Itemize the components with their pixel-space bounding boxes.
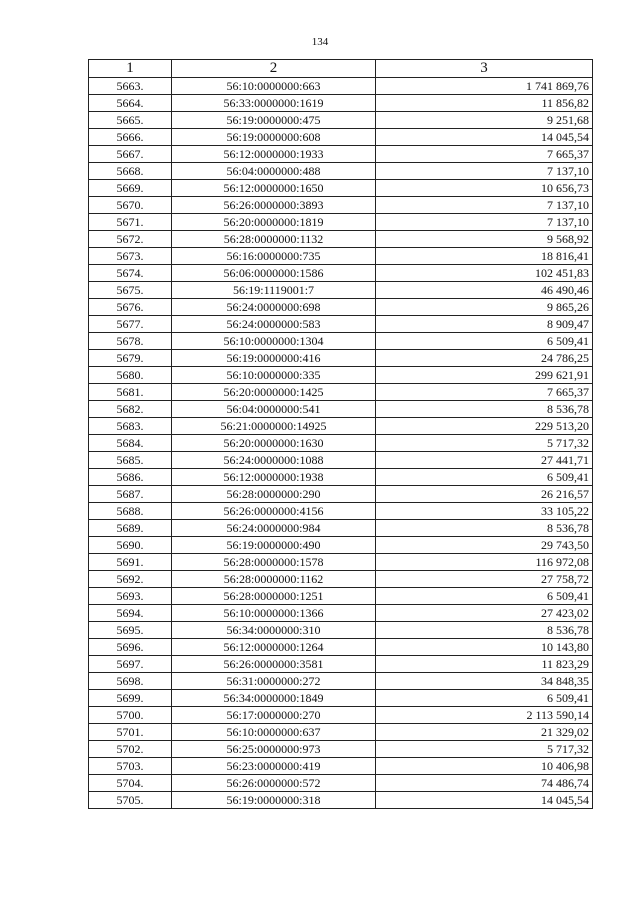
cadastral-number-cell: 56:12:0000000:1650 bbox=[172, 180, 376, 197]
amount-cell: 102 451,83 bbox=[376, 265, 593, 282]
row-number-cell: 5703. bbox=[89, 758, 172, 775]
cadastral-number-cell: 56:26:0000000:3893 bbox=[172, 197, 376, 214]
table-body bbox=[89, 78, 593, 809]
cadastral-number-cell: 56:28:0000000:1162 bbox=[172, 571, 376, 588]
table-row bbox=[89, 180, 593, 197]
table-row bbox=[89, 605, 593, 622]
row-number-cell: 5676. bbox=[89, 299, 172, 316]
cadastral-number-cell: 56:24:0000000:1088 bbox=[172, 452, 376, 469]
table-row bbox=[89, 299, 593, 316]
amount-cell: 27 758,72 bbox=[376, 571, 593, 588]
row-number-cell: 5705. bbox=[89, 792, 172, 809]
table-row bbox=[89, 724, 593, 741]
table-row bbox=[89, 775, 593, 792]
row-number-cell: 5686. bbox=[89, 469, 172, 486]
table-row bbox=[89, 435, 593, 452]
table-row bbox=[89, 197, 593, 214]
row-number-cell: 5699. bbox=[89, 690, 172, 707]
cadastral-number-cell: 56:34:0000000:310 bbox=[172, 622, 376, 639]
row-number-cell: 5677. bbox=[89, 316, 172, 333]
table-row bbox=[89, 571, 593, 588]
table-row bbox=[89, 673, 593, 690]
row-number-cell: 5693. bbox=[89, 588, 172, 605]
table-row bbox=[89, 316, 593, 333]
row-number-cell: 5691. bbox=[89, 554, 172, 571]
row-number-cell: 5674. bbox=[89, 265, 172, 282]
amount-cell: 9 568,92 bbox=[376, 231, 593, 248]
row-number-cell: 5701. bbox=[89, 724, 172, 741]
cadastral-number-cell: 56:33:0000000:1619 bbox=[172, 95, 376, 112]
row-number-cell: 5678. bbox=[89, 333, 172, 350]
table-row bbox=[89, 248, 593, 265]
amount-cell: 24 786,25 bbox=[376, 350, 593, 367]
amount-cell: 8 536,78 bbox=[376, 622, 593, 639]
cadastral-number-cell: 56:10:0000000:663 bbox=[172, 78, 376, 95]
row-number-cell: 5665. bbox=[89, 112, 172, 129]
amount-cell: 2 113 590,14 bbox=[376, 707, 593, 724]
amount-cell: 229 513,20 bbox=[376, 418, 593, 435]
table-row bbox=[89, 656, 593, 673]
cadastral-number-cell: 56:31:0000000:272 bbox=[172, 673, 376, 690]
cadastral-number-cell: 56:19:0000000:490 bbox=[172, 537, 376, 554]
row-number-cell: 5702. bbox=[89, 741, 172, 758]
amount-cell: 1 741 869,76 bbox=[376, 78, 593, 95]
row-number-cell: 5687. bbox=[89, 486, 172, 503]
amount-cell: 26 216,57 bbox=[376, 486, 593, 503]
table-row bbox=[89, 350, 593, 367]
amount-cell: 8 909,47 bbox=[376, 316, 593, 333]
table-row bbox=[89, 367, 593, 384]
table-row bbox=[89, 333, 593, 350]
amount-cell: 27 423,02 bbox=[376, 605, 593, 622]
cadastral-number-cell: 56:23:0000000:419 bbox=[172, 758, 376, 775]
amount-cell: 5 717,32 bbox=[376, 435, 593, 452]
table-row bbox=[89, 214, 593, 231]
table-row bbox=[89, 146, 593, 163]
row-number-cell: 5669. bbox=[89, 180, 172, 197]
table-row bbox=[89, 792, 593, 809]
table-row bbox=[89, 554, 593, 571]
cadastral-number-cell: 56:10:0000000:1304 bbox=[172, 333, 376, 350]
cadastral-number-cell: 56:12:0000000:1938 bbox=[172, 469, 376, 486]
amount-cell: 8 536,78 bbox=[376, 520, 593, 537]
cadastral-number-cell: 56:24:0000000:698 bbox=[172, 299, 376, 316]
row-number-cell: 5682. bbox=[89, 401, 172, 418]
row-number-cell: 5663. bbox=[89, 78, 172, 95]
cadastral-number-cell: 56:04:0000000:541 bbox=[172, 401, 376, 418]
amount-cell: 7 665,37 bbox=[376, 384, 593, 401]
amount-cell: 6 509,41 bbox=[376, 588, 593, 605]
table-row bbox=[89, 401, 593, 418]
amount-cell: 18 816,41 bbox=[376, 248, 593, 265]
row-number-cell: 5689. bbox=[89, 520, 172, 537]
table-row bbox=[89, 265, 593, 282]
cadastral-number-cell: 56:34:0000000:1849 bbox=[172, 690, 376, 707]
row-number-cell: 5697. bbox=[89, 656, 172, 673]
column-header-3: 3 bbox=[376, 60, 593, 78]
row-number-cell: 5685. bbox=[89, 452, 172, 469]
row-number-cell: 5673. bbox=[89, 248, 172, 265]
cadastral-number-cell: 56:26:0000000:572 bbox=[172, 775, 376, 792]
table-row bbox=[89, 707, 593, 724]
amount-cell: 46 490,46 bbox=[376, 282, 593, 299]
table-row bbox=[89, 95, 593, 112]
cadastral-number-cell: 56:24:0000000:984 bbox=[172, 520, 376, 537]
row-number-cell: 5695. bbox=[89, 622, 172, 639]
row-number-cell: 5681. bbox=[89, 384, 172, 401]
amount-cell: 6 509,41 bbox=[376, 690, 593, 707]
registry-table bbox=[88, 59, 593, 809]
cadastral-number-cell: 56:21:0000000:14925 bbox=[172, 418, 376, 435]
cadastral-number-cell: 56:28:0000000:290 bbox=[172, 486, 376, 503]
cadastral-number-cell: 56:16:0000000:735 bbox=[172, 248, 376, 265]
table-row bbox=[89, 741, 593, 758]
row-number-cell: 5666. bbox=[89, 129, 172, 146]
table-row bbox=[89, 452, 593, 469]
cadastral-number-cell: 56:17:0000000:270 bbox=[172, 707, 376, 724]
cadastral-number-cell: 56:28:0000000:1251 bbox=[172, 588, 376, 605]
table-row bbox=[89, 418, 593, 435]
row-number-cell: 5692. bbox=[89, 571, 172, 588]
row-number-cell: 5694. bbox=[89, 605, 172, 622]
cadastral-number-cell: 56:12:0000000:1933 bbox=[172, 146, 376, 163]
amount-cell: 10 406,98 bbox=[376, 758, 593, 775]
cadastral-number-cell: 56:10:0000000:335 bbox=[172, 367, 376, 384]
table-row bbox=[89, 163, 593, 180]
cadastral-number-cell: 56:25:0000000:973 bbox=[172, 741, 376, 758]
table-row bbox=[89, 384, 593, 401]
amount-cell: 11 856,82 bbox=[376, 95, 593, 112]
row-number-cell: 5671. bbox=[89, 214, 172, 231]
amount-cell: 10 656,73 bbox=[376, 180, 593, 197]
table-row bbox=[89, 690, 593, 707]
table-row bbox=[89, 282, 593, 299]
amount-cell: 14 045,54 bbox=[376, 129, 593, 146]
cadastral-number-cell: 56:19:0000000:608 bbox=[172, 129, 376, 146]
table-row bbox=[89, 537, 593, 554]
amount-cell: 9 865,26 bbox=[376, 299, 593, 316]
row-number-cell: 5688. bbox=[89, 503, 172, 520]
row-number-cell: 5675. bbox=[89, 282, 172, 299]
header-row bbox=[89, 60, 593, 78]
cadastral-number-cell: 56:20:0000000:1425 bbox=[172, 384, 376, 401]
row-number-cell: 5672. bbox=[89, 231, 172, 248]
row-number-cell: 5683. bbox=[89, 418, 172, 435]
row-number-cell: 5684. bbox=[89, 435, 172, 452]
row-number-cell: 5668. bbox=[89, 163, 172, 180]
row-number-cell: 5670. bbox=[89, 197, 172, 214]
cadastral-number-cell: 56:10:0000000:1366 bbox=[172, 605, 376, 622]
amount-cell: 8 536,78 bbox=[376, 401, 593, 418]
row-number-cell: 5680. bbox=[89, 367, 172, 384]
amount-cell: 6 509,41 bbox=[376, 333, 593, 350]
cadastral-number-cell: 56:04:0000000:488 bbox=[172, 163, 376, 180]
cadastral-number-cell: 56:06:0000000:1586 bbox=[172, 265, 376, 282]
table-row bbox=[89, 639, 593, 656]
amount-cell: 299 621,91 bbox=[376, 367, 593, 384]
amount-cell: 7 137,10 bbox=[376, 163, 593, 180]
amount-cell: 11 823,29 bbox=[376, 656, 593, 673]
table-header bbox=[89, 60, 593, 78]
table-row bbox=[89, 78, 593, 95]
table-row bbox=[89, 469, 593, 486]
table-row bbox=[89, 129, 593, 146]
amount-cell: 21 329,02 bbox=[376, 724, 593, 741]
cadastral-number-cell: 56:28:0000000:1132 bbox=[172, 231, 376, 248]
amount-cell: 7 665,37 bbox=[376, 146, 593, 163]
amount-cell: 7 137,10 bbox=[376, 197, 593, 214]
cadastral-number-cell: 56:19:0000000:475 bbox=[172, 112, 376, 129]
table-row bbox=[89, 520, 593, 537]
amount-cell: 74 486,74 bbox=[376, 775, 593, 792]
cadastral-number-cell: 56:20:0000000:1819 bbox=[172, 214, 376, 231]
amount-cell: 14 045,54 bbox=[376, 792, 593, 809]
cadastral-number-cell: 56:12:0000000:1264 bbox=[172, 639, 376, 656]
row-number-cell: 5698. bbox=[89, 673, 172, 690]
table-row bbox=[89, 112, 593, 129]
cadastral-number-cell: 56:19:0000000:318 bbox=[172, 792, 376, 809]
row-number-cell: 5700. bbox=[89, 707, 172, 724]
table-row bbox=[89, 588, 593, 605]
row-number-cell: 5696. bbox=[89, 639, 172, 656]
page-number: 134 bbox=[311, 36, 329, 48]
row-number-cell: 5690. bbox=[89, 537, 172, 554]
row-number-cell: 5667. bbox=[89, 146, 172, 163]
table-row bbox=[89, 231, 593, 248]
table-row bbox=[89, 622, 593, 639]
row-number-cell: 5679. bbox=[89, 350, 172, 367]
amount-cell: 10 143,80 bbox=[376, 639, 593, 656]
table-row bbox=[89, 503, 593, 520]
cadastral-number-cell: 56:26:0000000:3581 bbox=[172, 656, 376, 673]
amount-cell: 6 509,41 bbox=[376, 469, 593, 486]
cadastral-number-cell: 56:19:0000000:416 bbox=[172, 350, 376, 367]
amount-cell: 7 137,10 bbox=[376, 214, 593, 231]
row-number-cell: 5704. bbox=[89, 775, 172, 792]
cadastral-number-cell: 56:26:0000000:4156 bbox=[172, 503, 376, 520]
cadastral-number-cell: 56:10:0000000:637 bbox=[172, 724, 376, 741]
cadastral-number-cell: 56:19:1119001:7 bbox=[172, 282, 376, 299]
amount-cell: 29 743,50 bbox=[376, 537, 593, 554]
amount-cell: 33 105,22 bbox=[376, 503, 593, 520]
amount-cell: 27 441,71 bbox=[376, 452, 593, 469]
cadastral-number-cell: 56:20:0000000:1630 bbox=[172, 435, 376, 452]
column-header-2: 2 bbox=[172, 60, 376, 78]
row-number-cell: 5664. bbox=[89, 95, 172, 112]
amount-cell: 5 717,32 bbox=[376, 741, 593, 758]
amount-cell: 34 848,35 bbox=[376, 673, 593, 690]
amount-cell: 116 972,08 bbox=[376, 554, 593, 571]
table-row bbox=[89, 486, 593, 503]
amount-cell: 9 251,68 bbox=[376, 112, 593, 129]
cadastral-number-cell: 56:24:0000000:583 bbox=[172, 316, 376, 333]
table-row bbox=[89, 758, 593, 775]
column-header-1: 1 bbox=[89, 60, 172, 78]
cadastral-number-cell: 56:28:0000000:1578 bbox=[172, 554, 376, 571]
